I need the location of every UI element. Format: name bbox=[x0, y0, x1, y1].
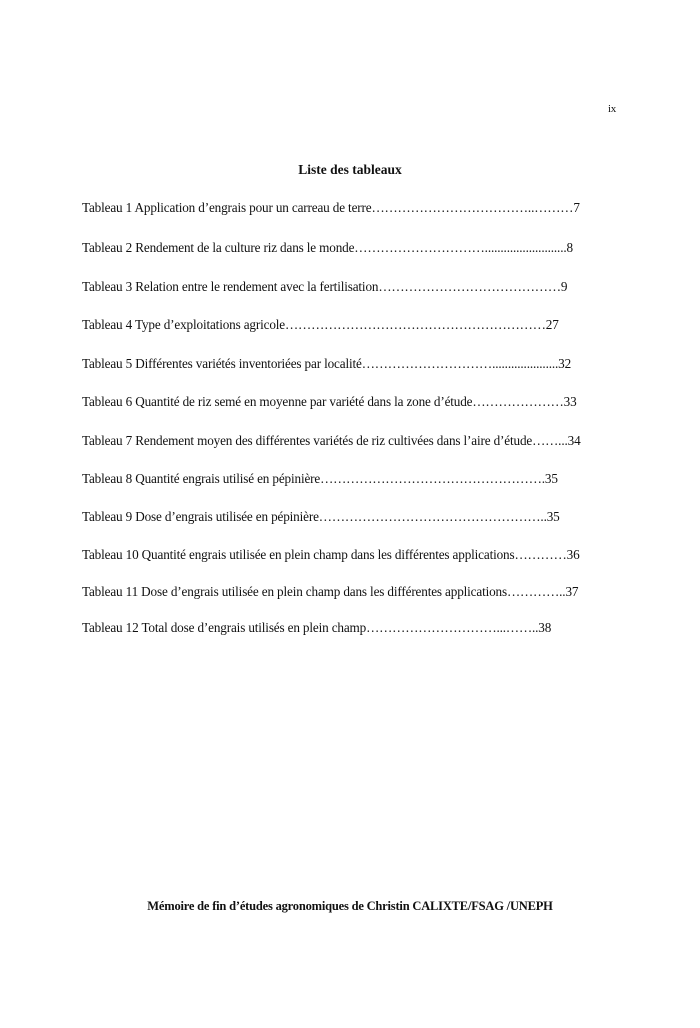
page-title: Liste des tableaux bbox=[298, 162, 402, 177]
toc-entry-leader: …………………………..................... bbox=[361, 356, 559, 371]
toc-entry-label: Tableau 5 Différentes variétés inventoriées par localité bbox=[82, 356, 362, 371]
toc-entry-leader: ………………………….......................... bbox=[354, 240, 567, 255]
toc-entry-page: 37 bbox=[565, 584, 579, 599]
toc-entry[interactable] bbox=[82, 471, 558, 487]
toc-entry-leader: …………………………...…….. bbox=[366, 620, 539, 635]
toc-entry-label: Tableau 4 Type d’exploitations agricole bbox=[82, 317, 285, 332]
toc-entry-page: 38 bbox=[538, 620, 552, 635]
toc-entry-label: Tableau 9 Dose d’engrais utilisée en pépinière bbox=[82, 509, 319, 524]
toc-entry-page: 32 bbox=[558, 356, 572, 371]
toc-entry[interactable] bbox=[82, 317, 559, 333]
toc-entry-leader: ………….. bbox=[506, 584, 566, 599]
toc-entry[interactable] bbox=[82, 240, 573, 256]
toc-entry-page: 36 bbox=[566, 547, 580, 562]
toc-entry-page: 33 bbox=[563, 394, 577, 409]
toc-entry-label: Tableau 6 Quantité de riz semé en moyenne par variété dans la zone d’étude bbox=[82, 394, 473, 409]
toc-entry[interactable] bbox=[82, 356, 571, 372]
toc-entry[interactable] bbox=[82, 394, 577, 410]
page-number: ix bbox=[608, 103, 616, 115]
toc-entry[interactable] bbox=[82, 547, 580, 563]
toc-entry-page: 8 bbox=[566, 240, 573, 255]
toc-entry-label: Tableau 8 Quantité engrais utilisé en pépinière bbox=[82, 471, 321, 486]
toc-entry-page: 27 bbox=[545, 317, 559, 332]
toc-entry-leader: …………………………………………….. bbox=[318, 509, 547, 524]
toc-entry-page: 35 bbox=[546, 509, 560, 524]
toc-entry[interactable] bbox=[82, 620, 551, 636]
toc-entry[interactable] bbox=[82, 200, 580, 216]
toc-entry-label: Tableau 1 Application d’engrais pour un carreau de terre bbox=[82, 200, 372, 215]
toc-entry-label: Tableau 11 Dose d’engrais utilisée en plein champ dans les différentes applications bbox=[82, 584, 507, 599]
toc-entry-label: Tableau 12 Total dose d’engrais utilisés en plein champ bbox=[82, 620, 367, 635]
toc-entry-label: Tableau 2 Rendement de la culture riz dans le monde bbox=[82, 240, 355, 255]
document-footer: Mémoire de fin d’études agronomiques de Christin CALIXTE/FSAG /UNEPH bbox=[147, 899, 553, 913]
toc-entry-leader: …………………………………………………… bbox=[285, 317, 546, 332]
toc-entry-page: 9 bbox=[560, 279, 568, 294]
toc-entry-leader: ………………… bbox=[472, 394, 564, 409]
toc-entry-label: Tableau 10 Quantité engrais utilisée en plein champ dans les différentes applications bbox=[82, 547, 515, 562]
toc-entry-leader: …………………………………… bbox=[378, 279, 561, 294]
toc-entry-page: 34 bbox=[567, 433, 581, 448]
toc-entry-page: 7 bbox=[573, 200, 580, 215]
toc-entry-leader: ………… bbox=[514, 547, 567, 562]
toc-entry[interactable] bbox=[82, 279, 567, 295]
toc-entry[interactable] bbox=[82, 584, 578, 600]
toc-entry-leader: ……………………………………………. bbox=[320, 471, 545, 486]
toc-entry-leader: ………………………………..……… bbox=[371, 200, 574, 215]
toc-entry-label: Tableau 3 Relation entre le rendement avec la fertilisation bbox=[82, 279, 379, 294]
toc-entry-label: Tableau 7 Rendement moyen des différentes variétés de riz cultivées dans l’aire d’étude bbox=[82, 433, 533, 448]
toc-entry[interactable] bbox=[82, 509, 560, 525]
toc-entry-leader: ……... bbox=[532, 433, 568, 448]
toc-entry[interactable] bbox=[82, 433, 581, 449]
toc-entry-page: 35 bbox=[544, 471, 558, 486]
